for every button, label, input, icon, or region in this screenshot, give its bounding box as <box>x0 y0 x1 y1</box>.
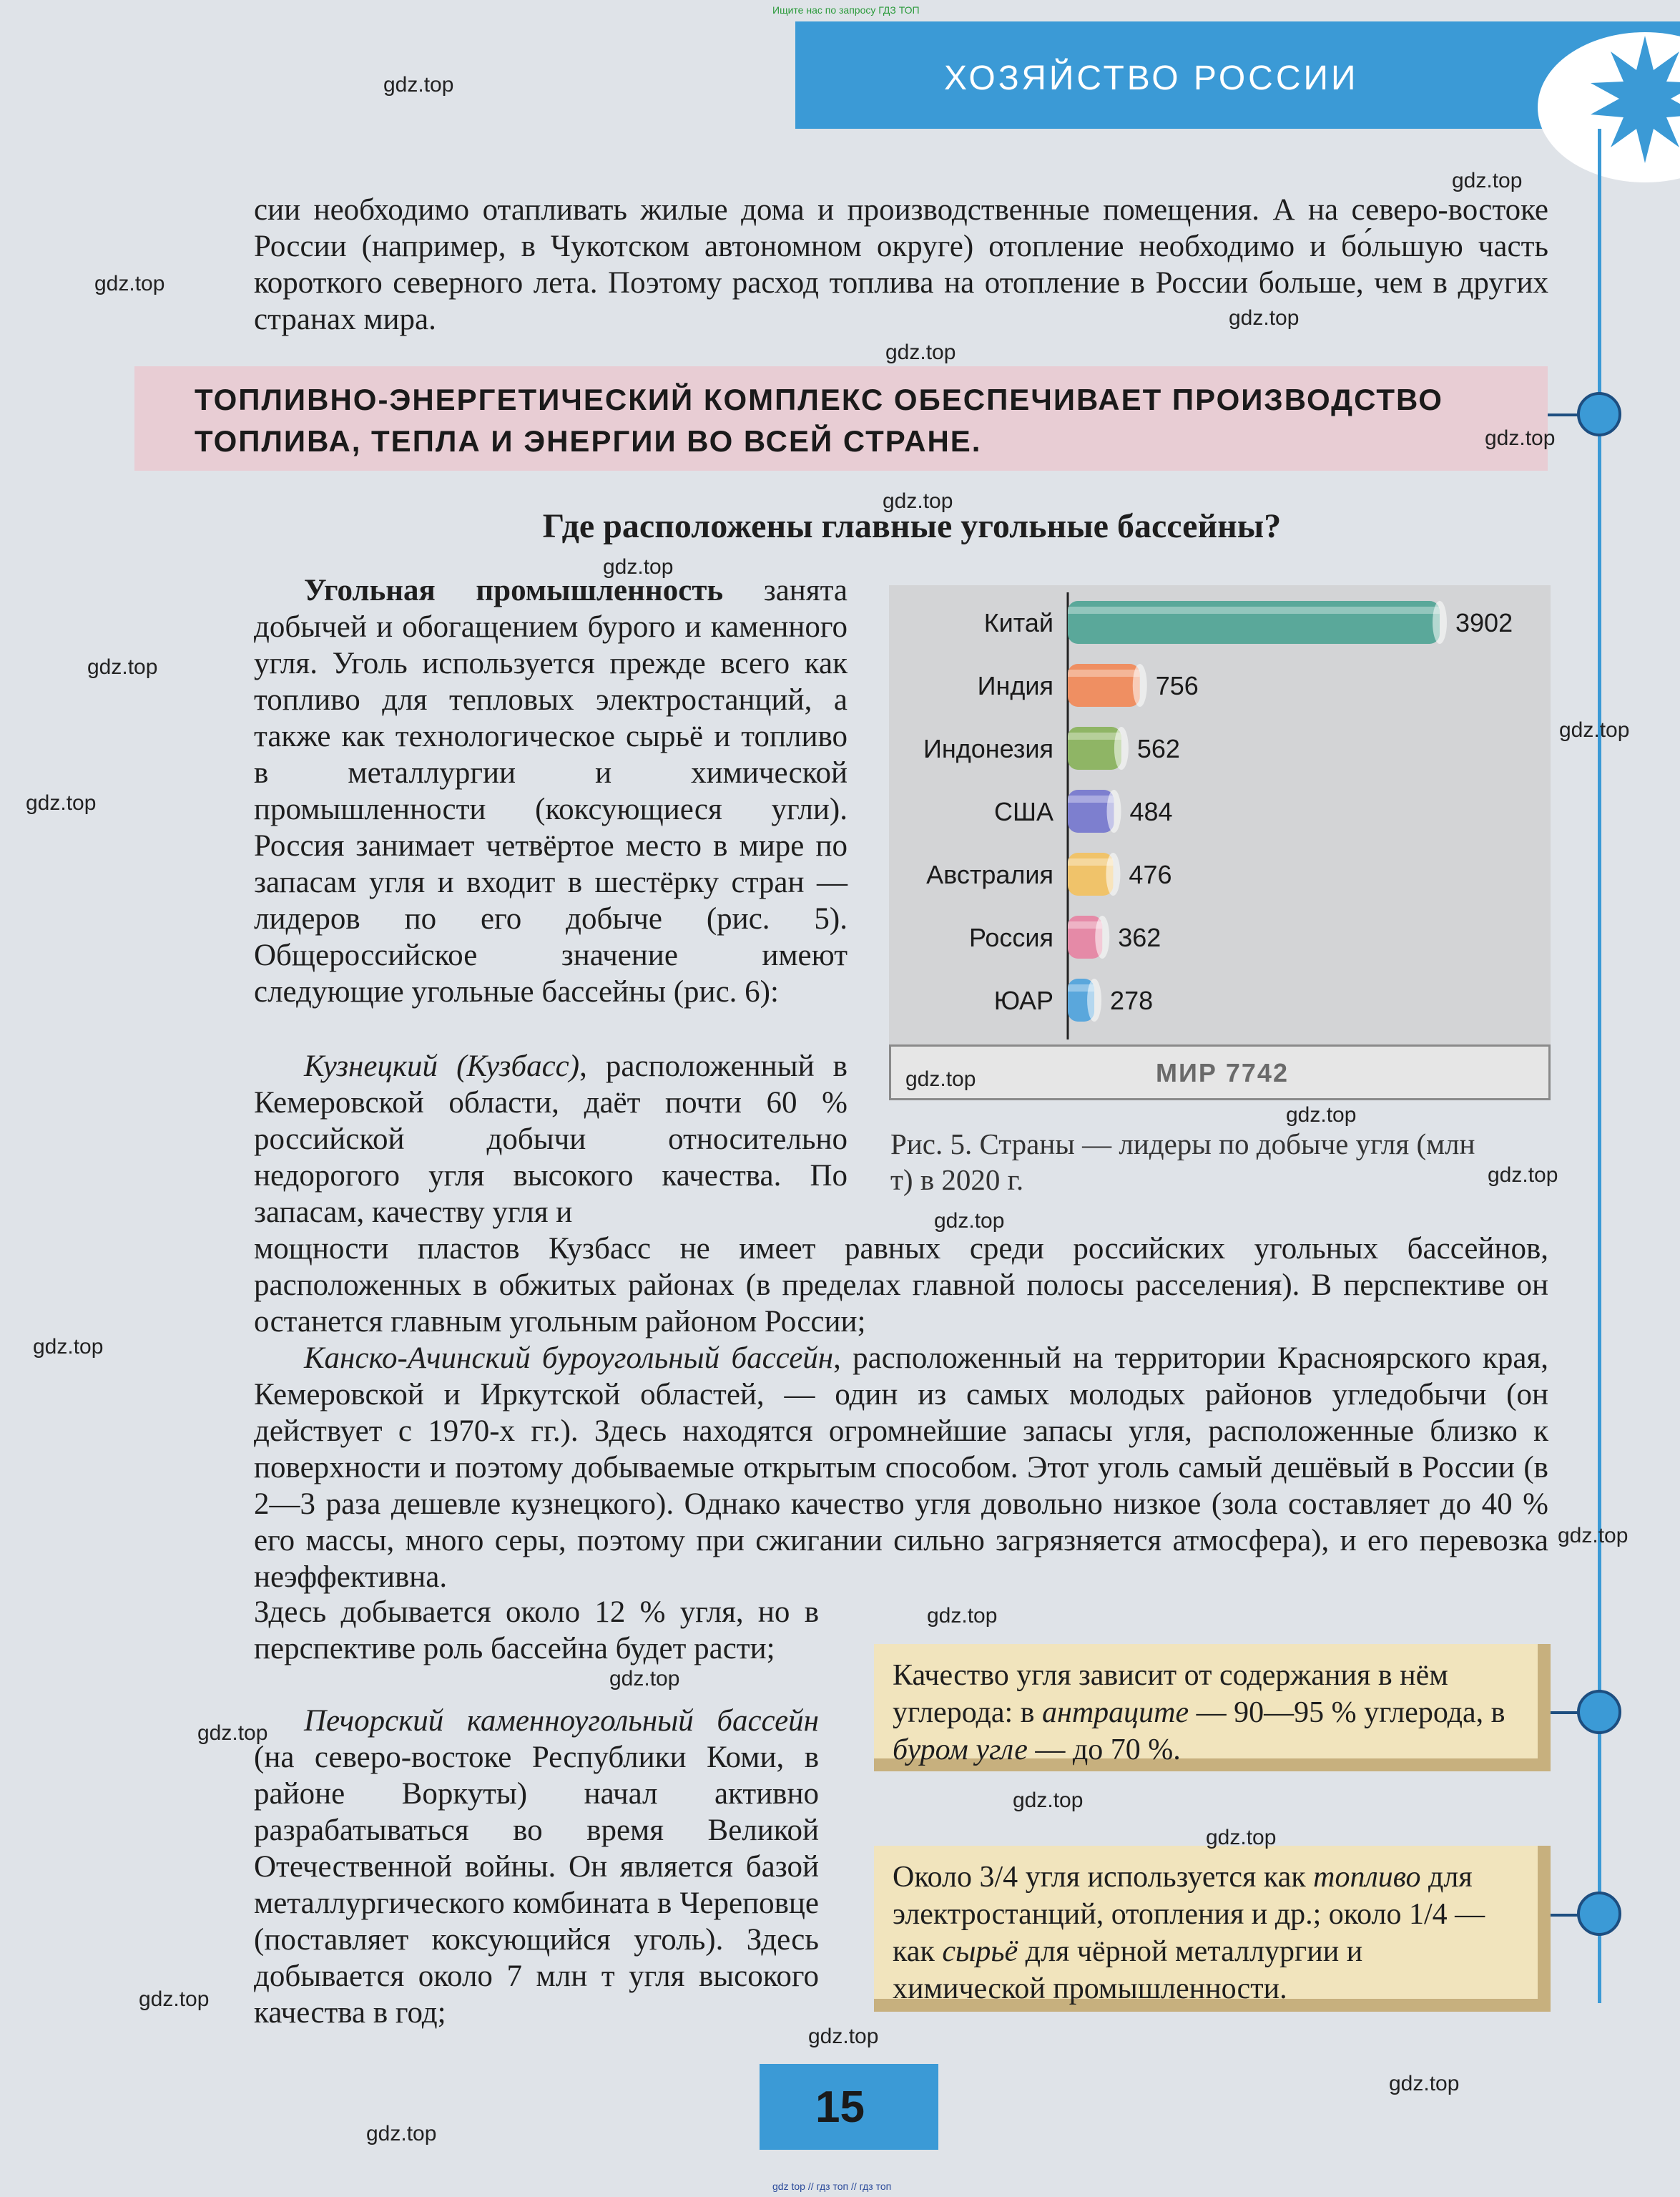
world-total-box <box>889 1044 1551 1100</box>
watermark: gdz.top <box>197 1721 268 1745</box>
watermark: gdz.top <box>927 1604 998 1628</box>
watermark: gdz.top <box>1488 1163 1558 1187</box>
watermark: gdz.top <box>33 1335 104 1359</box>
intro-paragraph: сии необходимо отапливать жилые дома и производственные помещения. А на северо-востоке России (например, в Чукотском автономном округе) отопление необходимо и бо́льшую часть короткого северного лета. Поэтому расход топлива на отопление в России больше, чем в других странах мира. <box>254 193 1548 336</box>
watermark: gdz.top <box>1485 426 1556 450</box>
watermark: gdz.top <box>609 1667 680 1690</box>
pechora-term: Печорский каменноугольный бассейн <box>304 1704 819 1738</box>
margin-dot-2 <box>1577 1690 1621 1734</box>
watermark: gdz.top <box>1558 1524 1629 1547</box>
watermark: gdz.top <box>905 1067 976 1091</box>
value-label-0: 3902 <box>1455 608 1513 637</box>
bar-shine-2 <box>1068 733 1121 740</box>
usage-note-fraction-1: 3/4 <box>979 1861 1018 1894</box>
kuzbass-term: Кузнецкий (Кузбасс) <box>304 1049 580 1083</box>
watermark: gdz.top <box>883 489 953 513</box>
watermark: gdz.top <box>808 2025 879 2048</box>
category-label-5: Россия <box>968 923 1053 952</box>
kansk-achinsk-paragraph <box>254 1340 1548 1595</box>
category-label-2: Индонезия <box>923 734 1053 763</box>
bar-shine-0 <box>1068 607 1440 614</box>
kansk-achinsk-text: , расположенный на территории Красноярского края, Кемеровской и Иркутской областей, — один из самых молодых районов угледобычи (он действует с 1970-х гг.). Здесь находятся огромнейшие запасы угля, расположенные близко к поверхности и поэтому добываемые открытым способом. Этот уголь самый дешёвый в России (в 2—3 раза дешевле кузнецкого). Однако качество угля довольно низкое (зола составляет до 40 % его массы, много серы, поэтому при сжигании сильно загрязняется атмосфера), и его перевозка неэффективна. <box>254 1341 1548 1594</box>
watermark: gdz.top <box>26 791 97 815</box>
carbon-note-text-1: Качество угля зависит от содержания в нём углерода: в <box>893 1659 1448 1729</box>
watermark: gdz.top <box>1452 169 1523 192</box>
carbon-note-text-2: — 90—95 % углерода, в <box>1189 1696 1505 1729</box>
value-label-2: 562 <box>1136 734 1180 763</box>
figure-caption: Рис. 5. Страны — лидеры по добыче угля (млн т) в 2020 г. <box>890 1127 1475 1196</box>
watermark: gdz.top <box>87 655 158 679</box>
kansk-achinsk-term: Канско-Ачинский буроугольный бассейн <box>304 1341 834 1375</box>
coal-industry-text: занята добычей и обогащением бурого и каменного угля. Уголь используется прежде всего как топливо для тепловых электростанций, а также как технологическое сырьё и топливо в металлургии и химической промышленности (коксующиеся угли). Россия занимает четвёртое место в мире по запасам угля и входит в шестёрку стран — лидеров по его добыче (рис. 5). Общероссийское значение имеют следующие угольные бассейны (рис. 6): <box>254 574 848 1009</box>
margin-dot-1 <box>1577 392 1621 436</box>
bar-shine-5 <box>1068 921 1102 929</box>
usage-note-text-4: — как <box>893 1898 1485 1968</box>
value-label-6: 278 <box>1110 986 1154 1015</box>
value-label-5: 362 <box>1118 923 1161 952</box>
usage-note-text-2: угля используется как <box>1018 1861 1314 1894</box>
margin-dot-3 <box>1577 1892 1621 1936</box>
carbon-note <box>874 1644 1551 1771</box>
star-icon <box>1531 21 1680 193</box>
watermark: gdz.top <box>1389 2072 1460 2095</box>
carbon-note-text-3: — до 70 %. <box>1027 1733 1181 1766</box>
carbon-note-anthracite: антраците <box>1042 1696 1189 1729</box>
usage-note-fuel: топливо <box>1313 1861 1421 1894</box>
watermark: gdz.top <box>94 272 165 295</box>
watermark: gdz.top <box>383 73 454 97</box>
usage-note-text-5: для чёрной металлургии и химической промышленности. <box>893 1935 1363 2005</box>
bar-shine-3 <box>1068 796 1114 803</box>
key-statement: ТОПЛИВНО-ЭНЕРГЕТИЧЕСКИЙ КОМПЛЕКС ОБЕСПЕЧИВАЕТ ПРОИЗВОДСТВО ТОПЛИВА, ТЕПЛА И ЭНЕРГИИ ВО ВСЕЙ СТРАНЕ. <box>195 383 1443 458</box>
kuzbass-text: , расположенный в Кемеровской области, даёт почти 60 % российской добычи относительно недорогого угля высокого качества. По запасам, качеству угля и <box>254 1049 848 1229</box>
usage-note-text-1: Около <box>893 1861 980 1894</box>
watermark: gdz.top <box>1229 306 1300 330</box>
watermark: gdz.top <box>366 2122 437 2145</box>
category-label-4: Австралия <box>926 860 1053 889</box>
watermark: gdz.top <box>1013 1789 1084 1812</box>
bottom-note: gdz top // гдз топ // гдз топ <box>772 2181 892 2192</box>
page-number: 15 <box>815 2083 865 2132</box>
bar-shine-6 <box>1068 984 1094 992</box>
usage-note-fraction-2: 1/4 <box>1408 1898 1448 1931</box>
category-label-6: ЮАР <box>993 986 1053 1015</box>
watermark: gdz.top <box>1206 1826 1277 1849</box>
value-label-4: 476 <box>1129 860 1172 889</box>
top-search-note: Ищите нас по запросу ГДЗ ТОП <box>772 4 920 16</box>
kansk-achinsk-paragraph-continued: Здесь добывается около 12 % угля, но в перспективе роль бассейна будет расти; <box>254 1595 819 1665</box>
usage-note-text-3: для электростанций, отопления и др.; около <box>893 1861 1473 1931</box>
usage-note <box>874 1846 1551 2012</box>
bar-shine-4 <box>1068 858 1113 866</box>
section-title: ХОЗЯЙСТВО РОССИИ <box>944 59 1359 97</box>
coal-production-chart <box>889 585 1551 1043</box>
watermark: gdz.top <box>1559 718 1630 742</box>
bar-shine-1 <box>1068 670 1140 677</box>
world-total-label: МИР 7742 <box>1156 1058 1289 1087</box>
carbon-note-brown-coal: буром угле <box>893 1733 1028 1766</box>
watermark: gdz.top <box>934 1209 1005 1233</box>
watermark: gdz.top <box>1286 1103 1357 1127</box>
watermark: gdz.top <box>139 1987 210 2011</box>
kuzbass-paragraph <box>254 1048 848 1230</box>
usage-note-raw-material: сырьё <box>942 1935 1018 1968</box>
category-label-3: США <box>993 797 1053 826</box>
kuzbass-paragraph-continued: мощности пластов Кузбасс не имеет равных среди российских угольных бассейнов, расположенных в обжитых районах (в пределах главной полосы расселения). В перспективе он останется главным угольным районом России; <box>254 1232 1548 1339</box>
value-label-1: 756 <box>1155 671 1199 700</box>
pechora-paragraph <box>254 1703 819 2031</box>
watermark: gdz.top <box>885 341 956 364</box>
watermark: gdz.top <box>603 555 674 579</box>
category-label-0: Китай <box>983 608 1053 637</box>
section-heading: Где расположены главные угольные бассейны? <box>542 507 1282 545</box>
coal-industry-term: Угольная промышленность <box>304 574 724 607</box>
coal-industry-paragraph <box>254 572 848 1010</box>
pechora-text: (на северо-востоке Республики Коми, в районе Воркуты) начал активно разрабатываться во время Великой Отечественной войны. Он является базой металлургического комбината в Череповце (поставляет коксующийся уголь). Здесь добывается около 7 млн т угля высокого качества в год; <box>254 1741 819 2030</box>
value-label-3: 484 <box>1129 797 1173 826</box>
category-label-1: Индия <box>977 671 1053 700</box>
